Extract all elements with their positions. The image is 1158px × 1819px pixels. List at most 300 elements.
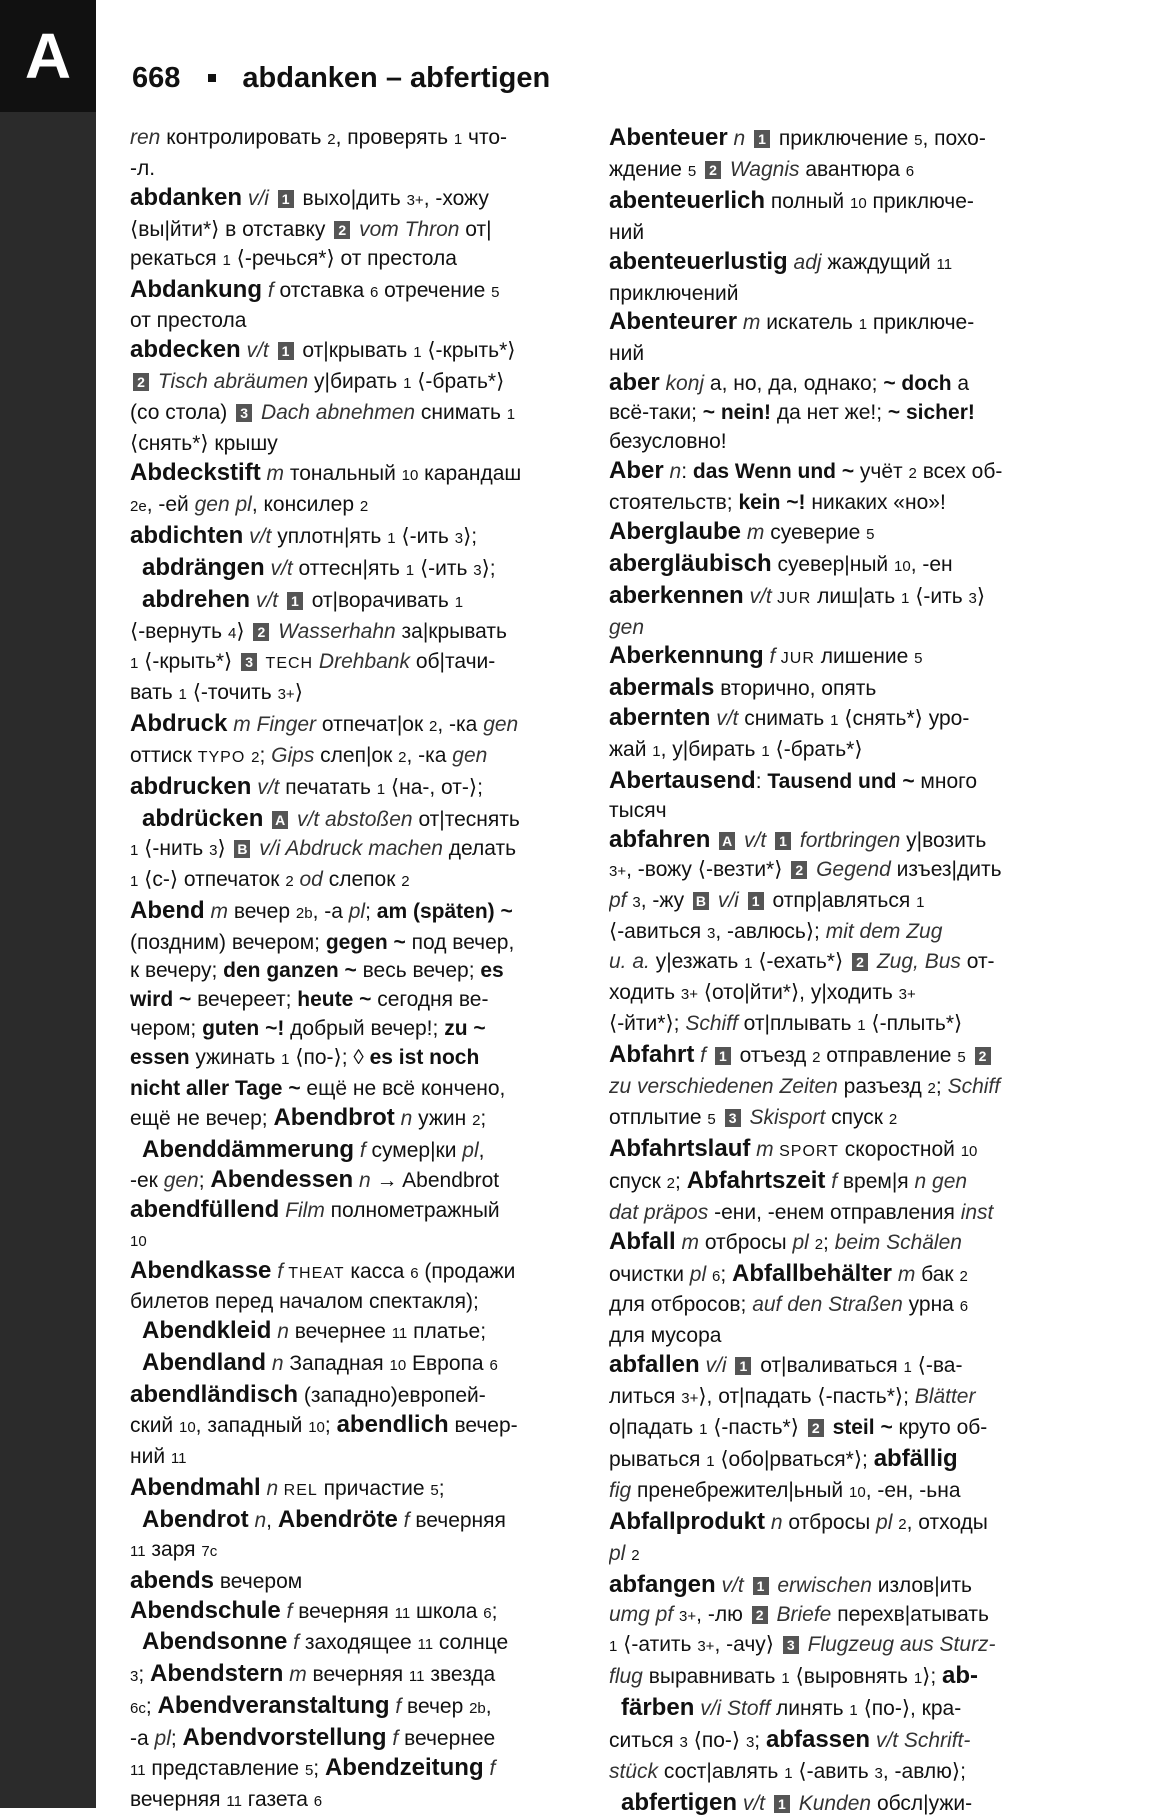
stress-number: 2 [327, 131, 336, 148]
headword: Abfallbehälter [731, 1259, 893, 1287]
entry-text: отставка [273, 278, 370, 302]
entry-line [130, 1754, 585, 1786]
grammar-label: pl [154, 1727, 171, 1751]
entry-text: тональный [284, 461, 402, 485]
stress-number: 2b [295, 904, 313, 922]
entry-text: ⟨-крыть*⟩ [421, 339, 516, 363]
sense-marker: 2 [808, 1419, 824, 1437]
stress-number: 11 [226, 1792, 242, 1810]
page-number: 668 [132, 61, 181, 94]
grammar-label: gen [483, 713, 519, 737]
stress-number: 1 [849, 1702, 858, 1720]
entry-line [130, 430, 585, 459]
entry-text: ходить [609, 981, 681, 1005]
headword: Abertausend [609, 767, 756, 795]
entry-line [130, 124, 585, 155]
entry-text: ⟩; [922, 1665, 943, 1689]
phrase-bold: ~ nein! [702, 401, 772, 425]
headword: Abdankung [130, 275, 262, 303]
entry-text: отречение [378, 278, 492, 302]
phrase-bold: steil ~ [826, 1416, 893, 1440]
entry-line [130, 1597, 585, 1629]
entry-text: ⟨-пасть*⟩ [707, 1416, 805, 1440]
stress-number: 1 [403, 375, 412, 393]
domain-label: JUR [775, 650, 815, 668]
entry-text: , [266, 1508, 278, 1532]
grammar-label: v/t [264, 556, 293, 580]
entry-line [130, 491, 585, 522]
entry-text: очистки [609, 1262, 690, 1286]
entry-text: для отбросов; [609, 1293, 753, 1317]
entry-text: ⟨-авиться [609, 919, 708, 943]
entry-text: ; [438, 1476, 445, 1500]
entry-text: представление [145, 1757, 305, 1781]
entry-text: ужин [412, 1107, 473, 1130]
stress-number: 3 [209, 841, 218, 859]
headword: Abendveranstaltung [157, 1692, 390, 1720]
grammar-label: gen pl [194, 492, 252, 516]
sense-marker: 3 [783, 1636, 799, 1654]
entry-text: ⟩, от|падать ⟨-пасть*⟩; [698, 1385, 915, 1409]
grammar-label: auf den Straßen [752, 1293, 903, 1317]
grammar-label: pl [462, 1138, 479, 1162]
entry-text: вечереет; [191, 988, 298, 1012]
grammar-label: m [260, 461, 285, 485]
stress-number: 2 [959, 1267, 968, 1285]
entry-line [130, 986, 585, 1015]
entry-line [609, 887, 1064, 918]
entry-text: от|теснять [412, 807, 520, 831]
entry-text: суевер|ный [771, 552, 894, 576]
entry-text: приключе- [866, 189, 974, 213]
entry-text: ⟨-ить [395, 524, 455, 548]
headword: Abend [130, 896, 205, 924]
headword: abendländisch [130, 1381, 299, 1409]
stress-number: 6 [410, 1264, 419, 1282]
stress-number: 5 [491, 283, 500, 301]
entry-text: заря [145, 1537, 202, 1561]
entry-text: отъезд [733, 1044, 813, 1068]
entry-text: ⟨по-⟩, кра- [857, 1697, 962, 1721]
domain-label: SPORT [773, 1142, 839, 1160]
stress-number: 2 [285, 872, 294, 890]
stress-number: 5 [914, 132, 923, 149]
grammar-label: n [727, 127, 752, 150]
entry-text: от| [459, 217, 492, 241]
grammar-label: f [386, 1727, 399, 1751]
grammar-label: flug [609, 1665, 643, 1689]
entry-line [130, 1015, 585, 1044]
entry-text: -ени, -енем отправления [708, 1200, 961, 1224]
stress-number: 3 [632, 893, 641, 911]
entry-line [609, 948, 1064, 979]
entry-text: рекаться [130, 246, 223, 270]
entry-text: , консилер [251, 492, 360, 516]
entry-text: , проверять [335, 126, 454, 149]
entry-text: обсл|ужи- [871, 1791, 973, 1815]
grammar-label: f [825, 1169, 838, 1193]
grammar-label: m [283, 1663, 307, 1687]
stress-number: 11 [130, 1542, 146, 1560]
grammar-label: v/i [711, 888, 745, 912]
stress-number: 4 [227, 624, 237, 642]
grammar-label: stück [609, 1760, 659, 1784]
entry-line [130, 929, 585, 958]
stress-number: 1 [781, 1670, 790, 1688]
sense-marker: 1 [278, 190, 294, 208]
entry-line [609, 1073, 1064, 1104]
headword: Abendkasse [130, 1256, 272, 1284]
grammar-label: Dach abnehmen [255, 401, 416, 425]
phrase-bold: am (späten) ~ [376, 899, 513, 923]
entry-text: у|бирать [308, 370, 404, 394]
entry-line [609, 1383, 1064, 1414]
entry-text: излов|ить [871, 1573, 972, 1597]
stress-number: 1 [652, 743, 661, 761]
entry-line [609, 1758, 1064, 1789]
entry-text: ⟨-атить [617, 1633, 698, 1657]
entry-text: → Abendbrot [370, 1168, 500, 1192]
headword-range: abdanken – abfertigen [242, 61, 551, 94]
stress-number: 3+ [406, 191, 424, 209]
headword: abermals [609, 674, 715, 702]
sense-marker: 2 [705, 161, 721, 179]
grammar-label: fortbringen [794, 828, 901, 852]
stress-number: 2e [130, 497, 147, 515]
stress-number: 5 [707, 1111, 716, 1128]
sense-marker: 3 [725, 1109, 741, 1127]
entry-line [609, 369, 1064, 399]
entry-line [609, 979, 1064, 1010]
entry-text: всех об- [916, 459, 1003, 483]
grammar-label: m [750, 1137, 774, 1161]
entry-text: лиш|ать [811, 584, 902, 608]
entry-text: от престола [130, 309, 247, 333]
entry-text: (продажи [418, 1259, 516, 1283]
entry-text: ний [130, 1444, 171, 1468]
entry-text: тысяч [609, 798, 667, 822]
entry-text [966, 1044, 972, 1067]
grammar-label: v/t [710, 707, 739, 731]
entry-line [609, 614, 1064, 643]
entry-text: -а [130, 1727, 155, 1751]
entry-text: , похо- [922, 127, 986, 150]
entry-text: ⟨снять*⟩ крышу [130, 432, 278, 456]
stress-number: 1 [178, 686, 187, 704]
grammar-label: n gen [914, 1169, 968, 1193]
entry-text: , -ка [437, 713, 484, 737]
entry-text: учёт [854, 459, 909, 483]
entry-text: заходящее [299, 1631, 418, 1655]
sense-marker: 2 [791, 861, 807, 879]
stress-number: 10 [401, 466, 419, 484]
entry-text: ; [365, 899, 377, 923]
entry-line [130, 307, 585, 336]
headword: Abendessen [210, 1165, 354, 1193]
entry-text: от|ворачивать [305, 588, 455, 612]
entry-text: ⟨-ехать*⟩ [752, 950, 849, 974]
entry-text: искатель [760, 311, 859, 335]
entry-text: ⟨-крыть*⟩ [138, 650, 239, 674]
stress-number: 6 [483, 1604, 492, 1622]
entry-line [609, 704, 1064, 736]
entry-text: ⟨-ить [414, 556, 474, 580]
entry-line [130, 710, 585, 742]
grammar-label: Film [279, 1198, 325, 1222]
entry-line [609, 1291, 1064, 1322]
entry-line [609, 187, 1064, 219]
stress-number: 6 [313, 1792, 323, 1810]
grammar-label: n [248, 1508, 267, 1532]
stress-number: 5 [687, 162, 697, 180]
stress-number: 2 [359, 497, 369, 515]
entry-line [130, 368, 585, 399]
entry-line [130, 336, 585, 368]
entry-text: за|крывать [395, 619, 507, 643]
headword: Abendzeitung [324, 1754, 484, 1782]
entry-text: , у|бирать [660, 738, 762, 762]
headword: Aber [609, 456, 664, 484]
entry-text: весь вечер; [356, 959, 481, 983]
headword: abendfüllend [130, 1195, 280, 1223]
stress-number: 3+ [681, 1390, 699, 1408]
entry-text: , [485, 1695, 492, 1719]
entry-text: , -хожу [423, 186, 489, 210]
headword: abfahren [609, 825, 711, 853]
stress-number: 2 [927, 1080, 936, 1098]
sense-marker: 1 [735, 1357, 751, 1375]
grammar-label: v/t [743, 584, 772, 608]
headword: abfallen [609, 1351, 700, 1379]
entry-text: урна [902, 1293, 960, 1317]
grammar-label: adj [787, 250, 822, 274]
entry-text: ⟨-нить [138, 836, 210, 860]
headword: abdrücken [142, 804, 264, 832]
grammar-label: v/t abstoßen [291, 807, 413, 831]
entry-text: пренебрежител|ьный [631, 1478, 849, 1502]
entry-text: отпр|авляться [766, 888, 917, 912]
entry-text: ждение [609, 157, 688, 181]
stress-number: 1 [903, 1359, 912, 1377]
stress-number: 1 [784, 1765, 793, 1783]
grammar-label: beim Schälen [834, 1230, 962, 1254]
entry-text: от|крывать [296, 339, 414, 363]
entry-text: платье; [407, 1320, 487, 1344]
entry-text: оттесн|ять [292, 556, 406, 580]
entry-text: вечернее [288, 1320, 392, 1344]
sense-marker: 1 [753, 1577, 769, 1595]
entry-text: приключение [773, 127, 915, 150]
headword: Aberglaube [609, 517, 742, 545]
stress-number: 2 [472, 1112, 481, 1129]
stress-number: 2 [666, 1174, 676, 1192]
domain-label: TECH [260, 655, 314, 673]
entry-text: ⟨-точить [186, 681, 278, 705]
headword: abdrängen [142, 553, 265, 581]
entry-text: ⟩ [976, 584, 986, 608]
grammar-label: n [394, 1107, 413, 1130]
entry-text: сегодня ве- [371, 988, 489, 1012]
phrase-bold: wird ~ [130, 988, 192, 1012]
domain-label: REL [278, 1481, 318, 1499]
entry-text: ; [170, 1727, 183, 1751]
entry-line [609, 280, 1064, 309]
entry-text: , [478, 1138, 485, 1162]
entry-text: бак [915, 1262, 960, 1286]
entry-text: вечером [214, 1569, 303, 1593]
entry-text: линять [770, 1697, 850, 1721]
entry-line [609, 156, 1064, 187]
headword: Abfahrtslauf [609, 1134, 751, 1162]
entry-line [609, 308, 1064, 340]
entry-text: врем|я [837, 1169, 915, 1193]
sense-marker: 2 [975, 1047, 991, 1065]
entry-text: о|падать [609, 1416, 700, 1440]
entry-text: газета [241, 1787, 314, 1811]
stress-number: 6 [370, 283, 379, 301]
entry-text: у|езжать [649, 950, 745, 974]
entry-text: ещё не всё кончено, [300, 1077, 506, 1101]
entry-text: ⟨обо|рваться*⟩; [714, 1447, 874, 1471]
entry-line [609, 124, 1064, 156]
entry-text: ; [935, 1075, 948, 1099]
headword: abdrucken [130, 773, 252, 801]
entry-text: ⟨-вернуть [130, 619, 228, 643]
grammar-label: f [280, 1599, 293, 1623]
stress-number: 2 [898, 1515, 907, 1533]
stress-number: 10 [849, 194, 867, 212]
entry-text: ⟨-брать*⟩ [411, 370, 505, 394]
entry-line [130, 1411, 585, 1443]
grammar-label: v/t [240, 339, 275, 363]
grammar-label: gen [452, 744, 488, 768]
entry-text: ; [259, 744, 272, 768]
entry-text: для мусора [609, 1324, 722, 1348]
headword: abfangen [609, 1570, 716, 1598]
entry-line [609, 1135, 1064, 1167]
stress-number: 3 [968, 589, 977, 607]
stress-number: 10 [849, 1483, 866, 1501]
sense-marker: 2 [752, 1606, 768, 1624]
entry-line [609, 340, 1064, 369]
grammar-label: pl [689, 1262, 707, 1286]
headword: Abendbrot [273, 1104, 395, 1131]
entry-line [130, 216, 585, 245]
entry-line [609, 1167, 1064, 1199]
stress-number: 11 [391, 1325, 408, 1343]
headword: Abdeckstift [130, 458, 261, 486]
entry-text: ; [823, 1230, 835, 1254]
entry-line [130, 522, 585, 554]
entry-text: , отходы [906, 1510, 988, 1534]
sense-marker: 2 [133, 373, 149, 391]
grammar-label: f [262, 278, 274, 302]
grammar-label: v/t [715, 1573, 750, 1597]
entry-text: приключе- [867, 311, 975, 335]
entry-text: причастие [317, 1476, 431, 1500]
headword: abdrehen [142, 585, 251, 613]
grammar-label: Gips [271, 744, 315, 768]
entry-line [609, 399, 1064, 428]
entry-text: , -ачу⟩ [714, 1633, 780, 1657]
grammar-label: n [663, 459, 682, 483]
entry-text: , -авлюсь⟩; [715, 919, 826, 943]
entry-line [609, 1631, 1064, 1662]
entry-line [609, 550, 1064, 582]
grammar-label: n [353, 1168, 371, 1192]
grammar-label: v/t [243, 524, 272, 548]
stress-number: 1 [916, 893, 925, 911]
stress-number: 5 [914, 650, 923, 668]
phrase-bold: zu ~ [444, 1017, 486, 1041]
entry-text: жаждущий [821, 250, 937, 274]
entry-text: ; [720, 1262, 732, 1286]
headword: abends [130, 1566, 215, 1594]
grammar-label: v/t [250, 588, 284, 612]
entry-text: оттиск [130, 744, 198, 768]
stress-number: 1 [376, 781, 386, 799]
entry-line [609, 1477, 1064, 1508]
headword: Abendröte [277, 1505, 398, 1533]
stress-number: 10 [389, 1357, 407, 1375]
grammar-label: m [737, 311, 761, 335]
grammar-label: Gegend [810, 857, 891, 881]
entry-line [609, 1694, 1064, 1726]
phrase-bold: kein ~! [738, 490, 806, 514]
entry-line [130, 184, 585, 216]
entry-text: спуск [825, 1106, 889, 1129]
grammar-label: f [389, 1695, 402, 1719]
grammar-label: inst [960, 1200, 994, 1224]
entry-text: вечер- [448, 1414, 518, 1438]
headword: abenteuerlich [609, 186, 766, 214]
stress-number: 1 [830, 712, 839, 730]
stress-number: 10 [960, 1142, 978, 1160]
entry-text: под вечер, [405, 930, 515, 954]
headword: abfassen [765, 1726, 871, 1754]
entry-line [130, 1443, 585, 1474]
stress-number: 1 [901, 589, 910, 607]
stress-number: 2 [888, 1111, 898, 1128]
headword: Abfahrtszeit [686, 1166, 826, 1194]
entry-text [716, 1106, 722, 1129]
stress-number: 10 [308, 1419, 325, 1437]
entry-text: к вечеру; [130, 959, 224, 983]
entry-line [130, 1692, 585, 1724]
entry-text: а, но, да, однако; [704, 372, 884, 396]
stress-number: 5 [866, 525, 875, 543]
entry-line [130, 586, 585, 618]
entry-line [609, 1041, 1064, 1073]
headword: abenteuerlustig [609, 247, 788, 275]
entry-text: ⟨снять*⟩ уро- [838, 707, 970, 731]
entry-line [609, 1260, 1064, 1292]
entry-line [609, 1662, 1064, 1694]
entry-line [609, 1540, 1064, 1571]
grammar-label: f [287, 1631, 300, 1655]
entry-text: отпечат|ок [316, 713, 430, 737]
entry-text: (западно)европей- [298, 1384, 486, 1408]
grammar-label: Blätter [914, 1385, 976, 1409]
stress-number: 2 [908, 464, 917, 482]
entry-text: , -жу [640, 888, 690, 912]
headword: abernten [609, 704, 711, 732]
entry-line [130, 1104, 585, 1136]
grammar-label: n [260, 1476, 279, 1500]
entry-line [609, 1228, 1064, 1260]
entry-text: вечерняя [292, 1599, 395, 1623]
stress-number: 1 [222, 251, 231, 269]
